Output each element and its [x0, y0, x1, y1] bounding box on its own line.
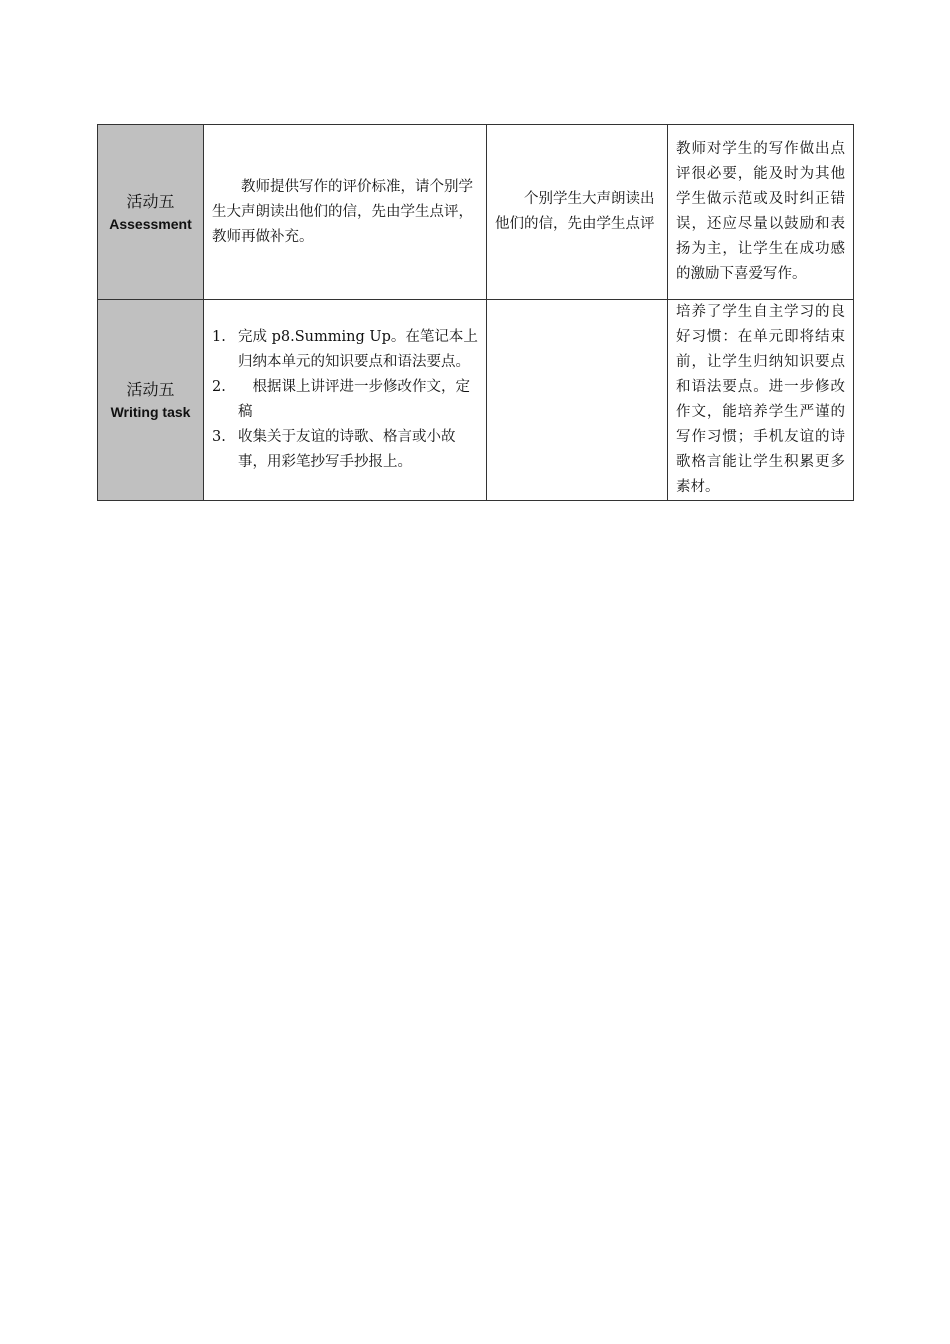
table-row: [98, 125, 854, 300]
student-activity-text: 个别学生大声朗读出他们的信，先由学生点评: [495, 191, 655, 232]
activity-label-cell: [98, 125, 204, 300]
task-list: [212, 325, 478, 475]
list-item-number: 3.: [212, 429, 226, 445]
list-item: [212, 375, 478, 425]
activity-label-en: Writing task: [110, 404, 191, 420]
lesson-plan-table: [97, 124, 854, 501]
design-purpose-cell: [668, 125, 854, 300]
student-activity-cell: [487, 125, 668, 300]
table-row: [98, 300, 854, 501]
design-purpose-cell: [668, 300, 854, 501]
activity-label-zh: 活动五: [126, 380, 175, 399]
list-item-number: 1.: [212, 329, 226, 345]
teacher-activity-cell: [204, 125, 487, 300]
activity-label-zh: 活动五: [126, 192, 175, 211]
design-purpose-text: 培养了学生自主学习的良好习惯：在单元即将结束前，让学生归纳知识要点和语法要点。进一步修改作文，能培养学生严谨的写作习惯；手机友谊的诗歌格言能让学生积累更多素材。: [676, 304, 845, 495]
list-item-text: 根据课上讲评进一步修改作文，定稿: [238, 379, 470, 420]
list-item-number: 2.: [212, 379, 226, 395]
design-purpose-text: 教师对学生的写作做出点评很必要，能及时为其他学生做示范或及时纠正错误，还应尽量以鼓励和表扬为主，让学生在成功感的激励下喜爱写作。: [676, 141, 845, 282]
list-item: [212, 325, 478, 375]
list-item: [212, 425, 478, 475]
list-item-text: 完成 p8.Summing Up。在笔记本上归纳本单元的知识要点和语法要点。: [238, 329, 478, 370]
student-activity-cell: [487, 300, 668, 501]
activity-label-en: Assessment: [109, 216, 192, 232]
teacher-activity-text: 教师提供写作的评价标准，请个别学生大声朗读出他们的信，先由学生点评，教师再做补充。: [212, 178, 473, 245]
activity-label-cell: [98, 300, 204, 501]
list-item-text: 收集关于友谊的诗歌、格言或小故事，用彩笔抄写手抄报上。: [238, 429, 456, 470]
teacher-activity-cell: [204, 300, 487, 501]
